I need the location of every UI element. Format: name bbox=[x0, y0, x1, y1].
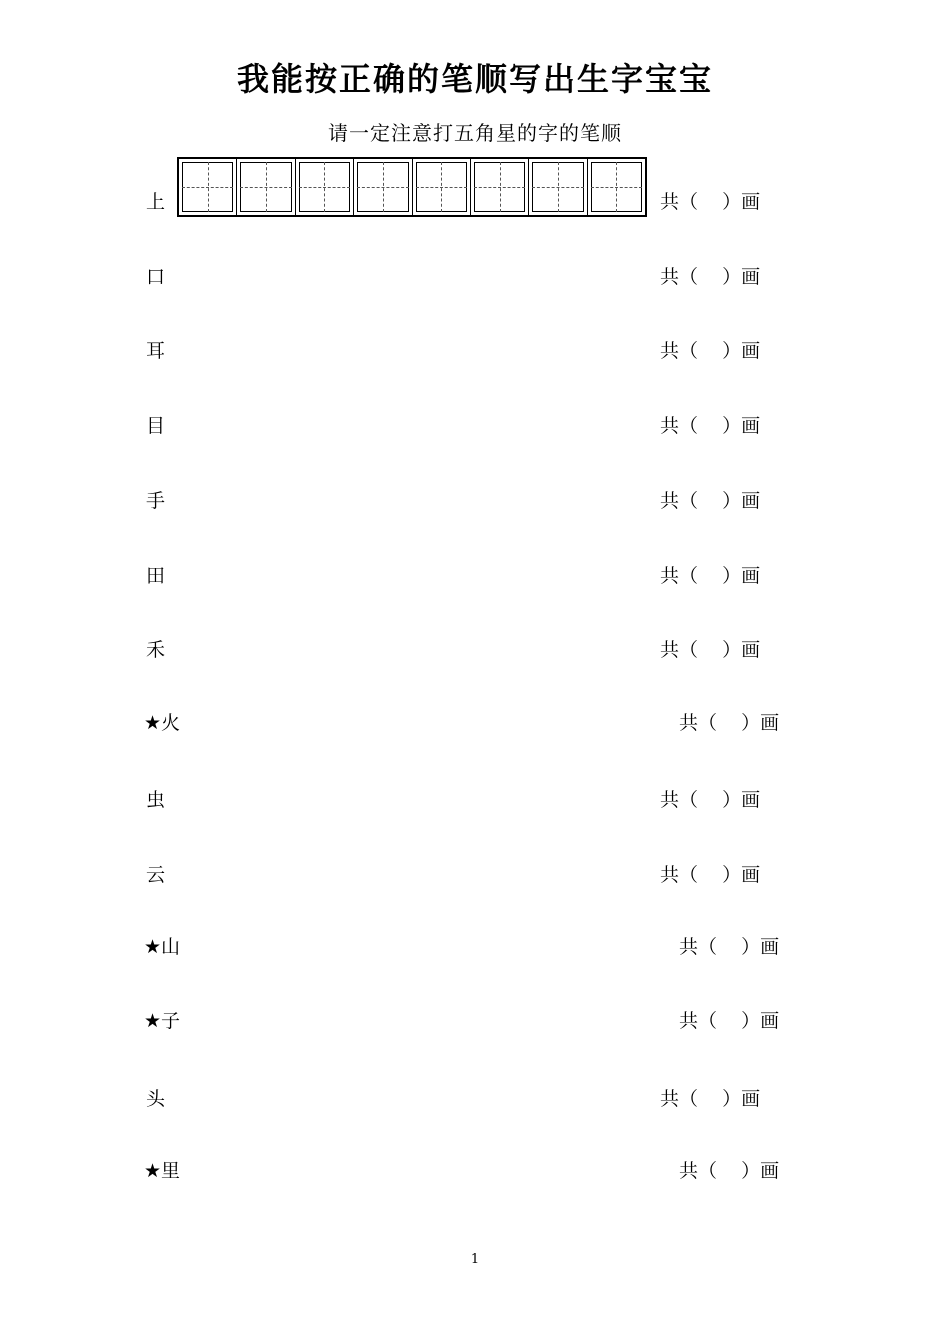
stroke-count-field[interactable]: 共（ ）画 bbox=[660, 490, 761, 512]
character-label: 火 bbox=[161, 712, 181, 734]
character-row bbox=[0, 1084, 950, 1114]
character-label: 上 bbox=[146, 191, 166, 213]
star-icon: ★ bbox=[144, 1160, 162, 1182]
stroke-count-field[interactable]: 共（ ）画 bbox=[660, 789, 761, 811]
stroke-count-field[interactable]: 共（ ）画 bbox=[660, 565, 761, 587]
character-label: 子 bbox=[161, 1010, 181, 1032]
character-label: 耳 bbox=[146, 340, 166, 362]
character-row bbox=[0, 785, 950, 815]
star-icon: ★ bbox=[144, 936, 162, 958]
stroke-count-field[interactable]: 共（ ）画 bbox=[660, 415, 761, 437]
stroke-count-field[interactable]: 共（ ）画 bbox=[660, 191, 761, 213]
character-label: 口 bbox=[146, 266, 166, 288]
stroke-count-field[interactable]: 共（ ）画 bbox=[660, 340, 761, 362]
stroke-count-field[interactable]: 共（ ）画 bbox=[660, 266, 761, 288]
character-row bbox=[0, 336, 950, 366]
character-label: 虫 bbox=[146, 789, 166, 811]
star-icon: ★ bbox=[144, 712, 162, 734]
character-label: 禾 bbox=[146, 639, 166, 661]
character-row bbox=[0, 262, 950, 292]
character-row-starred bbox=[0, 708, 950, 738]
stroke-count-field[interactable]: 共（ ）画 bbox=[660, 639, 761, 661]
stroke-count-field[interactable]: 共（ ）画 bbox=[679, 712, 780, 734]
character-row-starred bbox=[0, 1156, 950, 1186]
character-label: 云 bbox=[146, 864, 166, 886]
character-label: 田 bbox=[146, 565, 166, 587]
star-icon: ★ bbox=[144, 1010, 162, 1032]
page-title: 我能按正确的笔顺写出生字宝宝 bbox=[236, 60, 713, 98]
character-row-starred bbox=[0, 932, 950, 962]
stroke-count-field[interactable]: 共（ ）画 bbox=[679, 1160, 780, 1182]
stroke-count-field[interactable]: 共（ ）画 bbox=[679, 936, 780, 958]
page-subtitle: 请一定注意打五角星的字的笔顺 bbox=[328, 121, 622, 145]
stroke-count-field[interactable]: 共（ ）画 bbox=[679, 1010, 780, 1032]
character-row bbox=[0, 486, 950, 516]
character-row bbox=[0, 635, 950, 665]
character-label: 目 bbox=[146, 415, 166, 437]
character-label: 山 bbox=[161, 936, 181, 958]
character-row bbox=[0, 860, 950, 890]
stroke-count-field[interactable]: 共（ ）画 bbox=[660, 864, 761, 886]
character-label: 里 bbox=[161, 1160, 181, 1182]
character-label: 头 bbox=[146, 1088, 166, 1110]
character-row bbox=[0, 411, 950, 441]
character-row bbox=[0, 561, 950, 591]
stroke-count-field[interactable]: 共（ ）画 bbox=[660, 1088, 761, 1110]
character-row bbox=[0, 187, 950, 217]
page-number: 1 bbox=[470, 1252, 480, 1267]
character-label: 手 bbox=[146, 490, 166, 512]
character-row-starred bbox=[0, 1006, 950, 1036]
